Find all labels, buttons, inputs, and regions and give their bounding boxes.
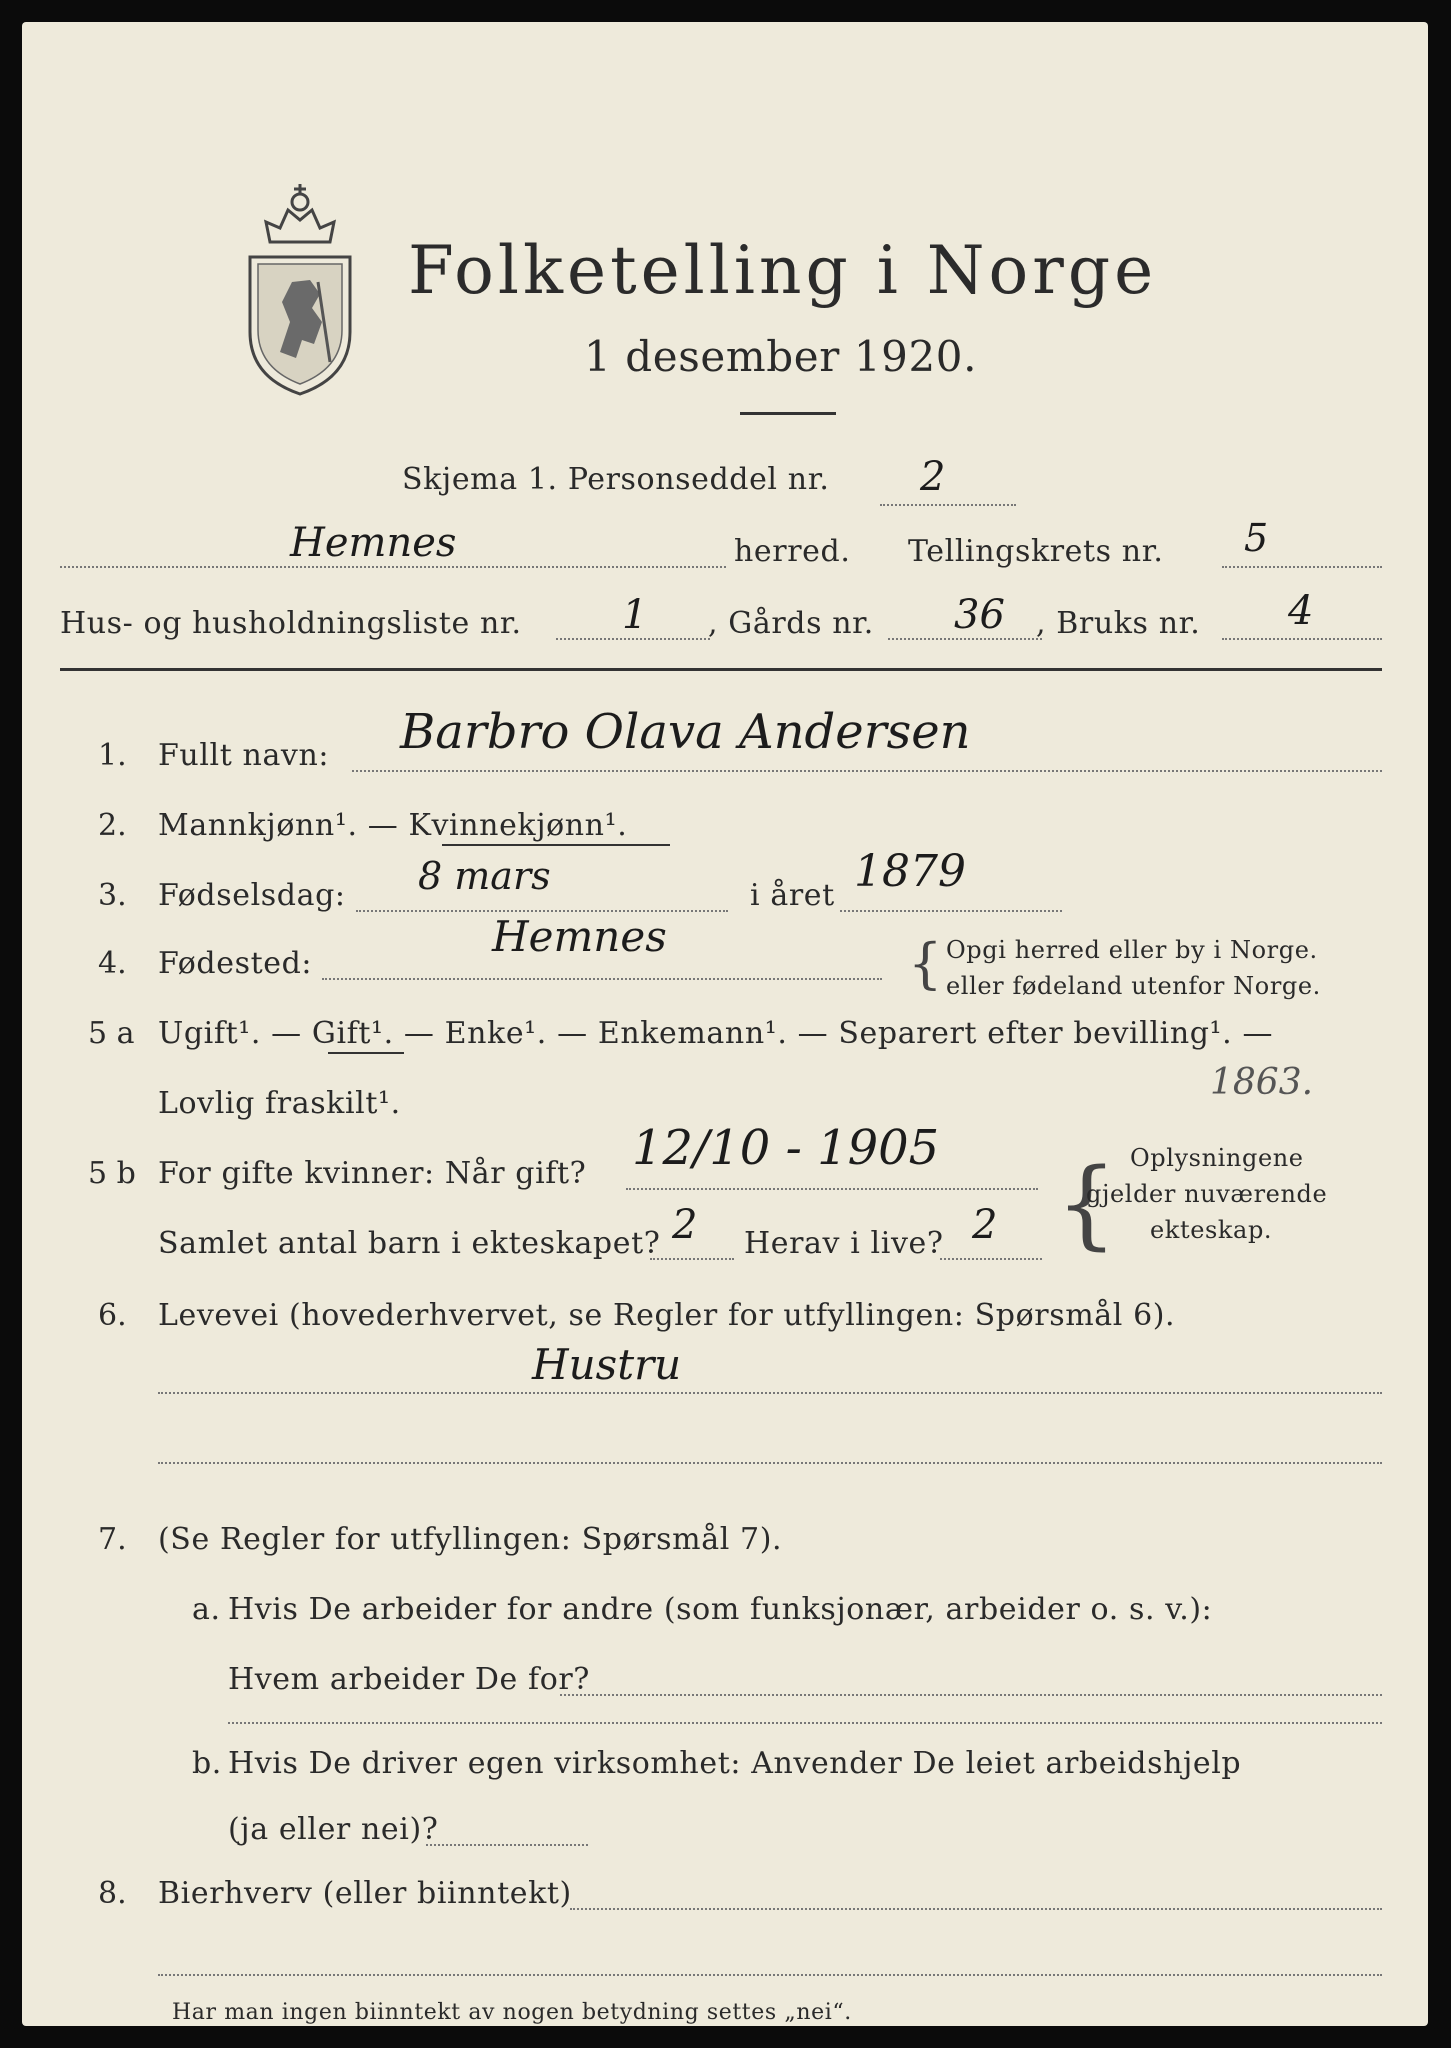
q8-number: 8.	[98, 1876, 127, 1911]
q1-dots	[352, 770, 1382, 772]
q5b-brace: {	[1056, 1148, 1118, 1260]
household-list-label: Hus- og husholdningsliste nr.	[60, 606, 522, 641]
census-form-paper	[22, 22, 1428, 2026]
q7b-letter: b.	[192, 1746, 222, 1781]
q6-dots-1	[158, 1392, 1382, 1394]
q7a-dots-2	[228, 1722, 1382, 1724]
q4-birthplace-value: Hemnes	[492, 912, 667, 961]
bruks-label: , Bruks nr.	[1036, 606, 1201, 641]
q3-number: 3.	[98, 878, 127, 913]
q4-note-line-2: eller fødeland utenfor Norge.	[946, 972, 1321, 1000]
q7b-sub-label: (ja eller nei)?	[228, 1812, 439, 1847]
q1-label: Fullt navn:	[158, 738, 330, 773]
q5b-alive-label: Herav i live?	[744, 1226, 944, 1261]
q5b-note-line-2: gjelder nuværende	[1086, 1180, 1328, 1208]
q5a-marital-options: Ugift¹. — Gift¹. — Enke¹. — Enkemann¹. — Separert efter bevilling¹. —	[158, 1016, 1274, 1051]
herred-label: herred.	[734, 534, 851, 569]
q4-label: Fødested:	[158, 946, 313, 981]
q4-dots	[322, 978, 882, 980]
q2-kvinnekjonn-underline	[442, 844, 670, 846]
q5b-children-value: 2	[672, 1202, 698, 1248]
q1-full-name-value: Barbro Olava Andersen	[400, 704, 971, 760]
q5b-note-line-1: Oplysningene	[1130, 1144, 1304, 1172]
q3-year-dots	[840, 910, 1062, 912]
municipality-dots	[60, 566, 726, 568]
q4-number: 4.	[98, 946, 127, 981]
q6-number: 6.	[98, 1298, 127, 1333]
q7-number: 7.	[98, 1522, 127, 1557]
bruks-dots	[1222, 638, 1382, 640]
q5b-children-label: Samlet antal barn i ekteskapet?	[158, 1226, 661, 1261]
bruks-value: 4	[1288, 588, 1314, 634]
q5b-alive-dots	[940, 1258, 1042, 1260]
q5a-gift-underline	[328, 1052, 404, 1054]
tellingskrets-label: Tellingskrets nr.	[908, 534, 1164, 569]
q6-label: Levevei (hovederhvervet, se Regler for utfyllingen: Spørsmål 6).	[158, 1298, 1176, 1333]
q5b-married-dots	[626, 1188, 1038, 1190]
q3-birth-year-value: 1879	[854, 846, 966, 897]
q5b-number: 5 b	[88, 1156, 136, 1191]
q7b-text: Hvis De driver egen virksomhet: Anvender De leiet arbeidshjelp	[228, 1746, 1242, 1781]
gards-dots	[888, 638, 1042, 640]
q6-dots-2	[158, 1462, 1382, 1464]
title-divider	[740, 412, 836, 415]
q7b-dots	[426, 1844, 588, 1846]
q5b-label: For gifte kvinner: Når gift?	[158, 1156, 587, 1191]
schema-label: Skjema 1. Personseddel nr.	[402, 462, 830, 497]
q1-number: 1.	[98, 738, 127, 773]
schema-dots	[880, 504, 1016, 506]
q5b-alive-value: 2	[972, 1202, 998, 1248]
q3-year-label: i året	[750, 878, 835, 913]
q8-dots-2	[158, 1974, 1382, 1976]
q5b-married-date-value: 12/10 - 1905	[632, 1120, 940, 1176]
q5b-children-dots	[650, 1258, 734, 1260]
q5b-note-line-3: ekteskap.	[1150, 1216, 1273, 1244]
q2-gender-options: Mannkjønn¹. — Kvinnekjønn¹.	[158, 808, 628, 843]
gards-value: 36	[954, 592, 1005, 638]
q4-note-line-1: Opgi herred eller by i Norge.	[946, 936, 1318, 964]
norway-coat-of-arms-icon	[230, 162, 370, 402]
tellingskrets-dots	[1222, 566, 1382, 568]
q8-label: Bierhverv (eller biinntekt)	[158, 1876, 572, 1911]
q7a-letter: a.	[192, 1592, 221, 1627]
q7a-dots-1	[560, 1694, 1382, 1696]
gards-label: , Gårds nr.	[708, 606, 874, 641]
schema-number-value: 2	[920, 454, 946, 500]
household-list-dots	[556, 638, 710, 640]
footer-note: Har man ingen biinntekt av nogen betydning settes „nei“.	[172, 2000, 852, 2025]
q7a-text: Hvis De arbeider for andre (som funksjonær, arbeider o. s. v.):	[228, 1592, 1213, 1627]
q5a-number: 5 a	[88, 1016, 135, 1051]
q7-label: (Se Regler for utfyllingen: Spørsmål 7).	[158, 1522, 783, 1557]
form-title: Folketelling i Norge	[408, 232, 1158, 309]
header-divider	[60, 668, 1382, 671]
q2-number: 2.	[98, 808, 127, 843]
municipality-value: Hemnes	[290, 520, 457, 566]
q3-birthday-value: 8 mars	[418, 854, 551, 898]
q8-dots-1	[570, 1908, 1382, 1910]
household-list-value: 1	[622, 592, 648, 638]
census-date: 1 desember 1920.	[584, 332, 978, 381]
q6-occupation-value: Hustru	[532, 1340, 682, 1389]
q7a-sub-label: Hvem arbeider De for?	[228, 1662, 590, 1697]
tellingskrets-value: 5	[1244, 516, 1269, 560]
q3-label: Fødselsdag:	[158, 878, 346, 913]
q5a-margin-note: 1863.	[1210, 1062, 1314, 1103]
q4-brace: {	[908, 932, 943, 995]
q5a-line-2: Lovlig fraskilt¹.	[158, 1086, 401, 1121]
